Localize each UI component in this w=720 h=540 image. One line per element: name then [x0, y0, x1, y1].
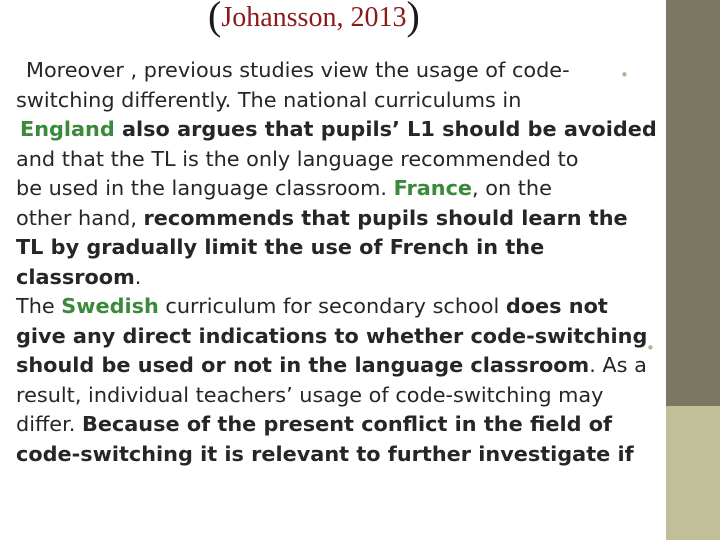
slide-title [208, 0, 420, 38]
paragraph-1 [16, 56, 666, 292]
bold-text: also argues that pupils’ L1 should be avoided [114, 117, 657, 141]
text-run: The [16, 294, 62, 318]
text-line [16, 86, 666, 116]
paragraph-2 [16, 292, 666, 469]
text-run: result, individual teachers’ usage of code-switching may [16, 382, 604, 407]
text-run: be used in the language classroom. [16, 176, 394, 200]
decorative-bar-top [666, 0, 720, 406]
country-highlight: Swedish [61, 294, 159, 318]
bullet-icon: • [620, 66, 629, 84]
bullet-icon: • [646, 339, 655, 357]
title-close-paren: ) [406, 0, 420, 38]
text-run: and that the TL is the only language recommended to [16, 146, 579, 171]
text-run: curriculum for secondary school [158, 294, 506, 318]
country-highlight: France [393, 176, 473, 200]
slide-body [16, 56, 666, 469]
text-line [16, 233, 666, 263]
country-highlight: England [20, 117, 115, 141]
text-line [16, 115, 666, 145]
text-line [16, 174, 666, 204]
text-run: differ. [16, 412, 82, 436]
bold-text: code-switching it is relevant to further investigate if [16, 441, 634, 466]
text-line [16, 381, 666, 411]
text-line [16, 263, 666, 293]
text-line [16, 204, 666, 234]
text-line [16, 322, 666, 352]
text-line [16, 410, 666, 440]
decorative-bar-bottom [666, 406, 720, 540]
text-run: other hand, [16, 205, 144, 230]
text-line [16, 56, 666, 86]
bold-text: TL by gradually limit the use of French in the [16, 235, 545, 259]
text-line [16, 145, 666, 175]
text-run: . [134, 264, 142, 289]
bold-text: Because of the present conflict in the field of [81, 412, 613, 436]
title-open-paren: ( [208, 0, 222, 38]
bold-text: classroom [16, 264, 135, 289]
text-line [16, 440, 666, 470]
bold-text: give any direct indications to whether code-switching [16, 323, 648, 348]
text-line [16, 292, 666, 322]
title-citation: Johansson, 2013 [221, 2, 407, 33]
text-run: Moreover , previous studies view the usage of code- [26, 58, 570, 82]
text-line [16, 351, 666, 381]
text-run: , on the [472, 176, 552, 200]
text-run: . As a [589, 353, 647, 377]
bold-text: should be used or not in the language classroom [16, 353, 590, 377]
bold-text: recommends that pupils should learn the [143, 205, 628, 230]
bold-text: does not [505, 294, 608, 318]
text-run: switching differently. The national curriculums in [16, 87, 522, 112]
